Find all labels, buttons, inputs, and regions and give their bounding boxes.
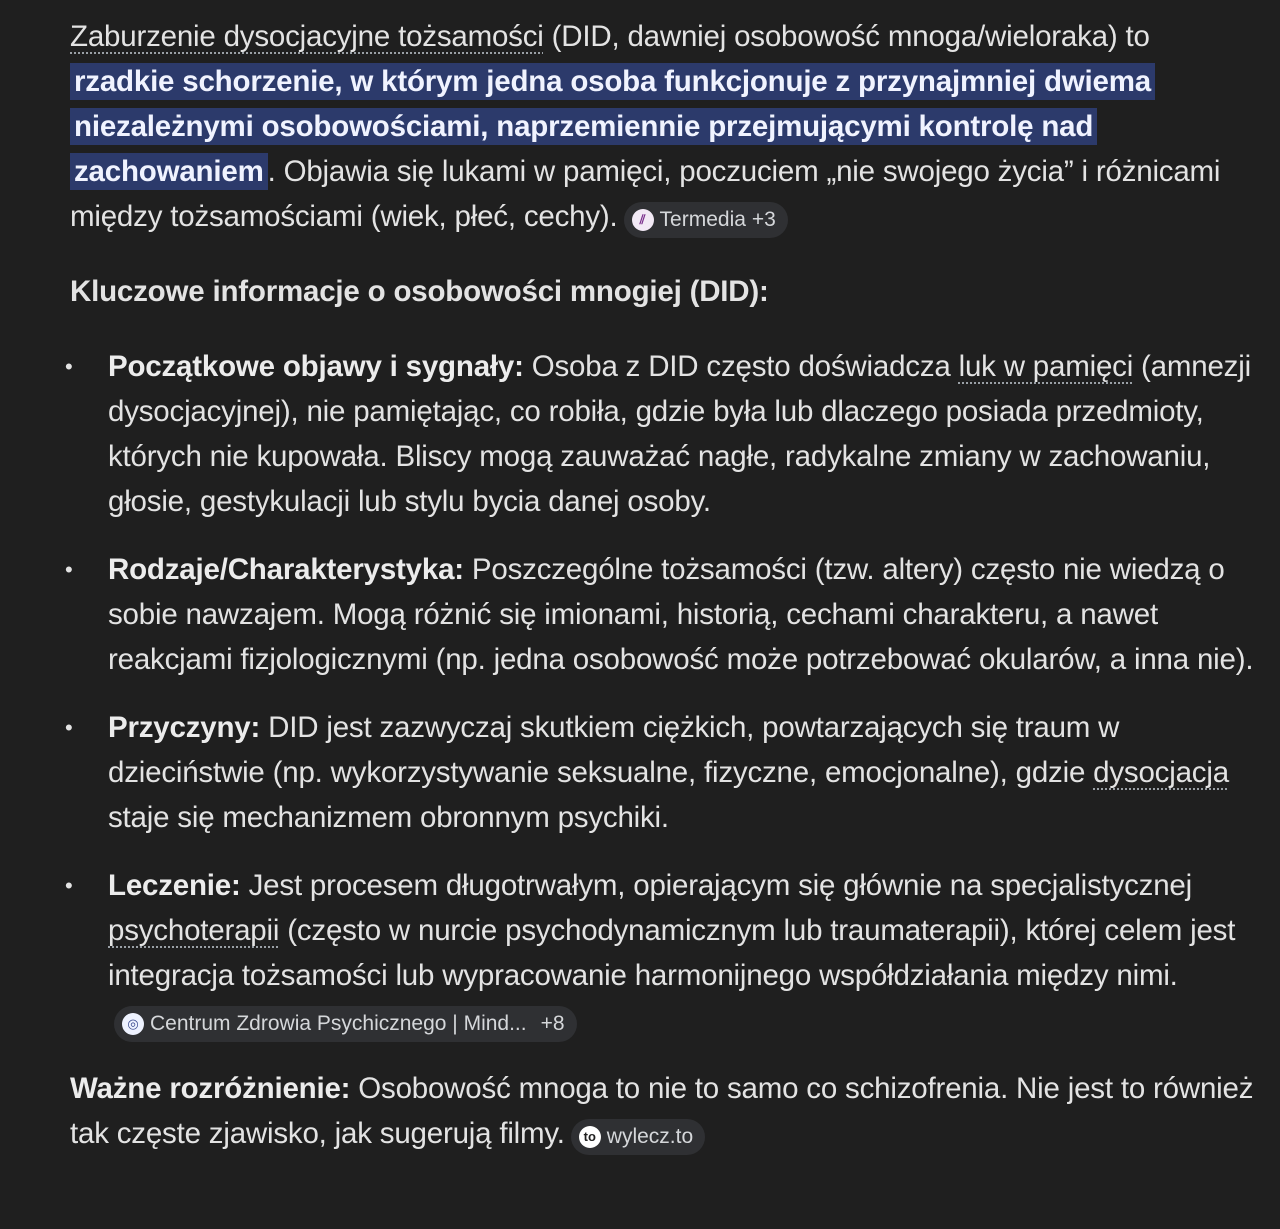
- item-text: Jest procesem długotrwałym, opierającym się głównie na specjalistycznej: [240, 869, 1192, 902]
- wylecz-logo-icon: to: [579, 1126, 601, 1148]
- answer-content: [65, 14, 1260, 1156]
- item-text-continued: (często w nurcie psychodynamicznym lub traumaterapii), której celem jest integracja tożsamości lub wypracowanie harmonijnego współdziałania między nimi.: [108, 914, 1236, 992]
- termedia-icon: ⫽: [632, 209, 654, 231]
- item-title: Rodzaje/Charakterystyka:: [108, 553, 464, 586]
- source-chip-termedia[interactable]: [624, 202, 788, 238]
- key-points-list: [65, 344, 1260, 1043]
- list-item: [65, 547, 1260, 682]
- source-chip-wylecz[interactable]: [571, 1119, 705, 1155]
- term-link-memory-gaps[interactable]: luk w pamięci: [958, 350, 1134, 383]
- source-label: Termedia: [659, 208, 746, 231]
- intro-text: (DID, dawniej osobowość mnoga/wieloraka) to: [543, 20, 1150, 53]
- bullet-icon: •: [65, 354, 73, 379]
- item-title: Leczenie:: [108, 869, 241, 902]
- footer-text: Osobowość mnoga to nie to samo co schizofrenia. Nie jest to również tak częste zjawisko, jak sugerują filmy.: [70, 1072, 1254, 1150]
- term-link-dissociation[interactable]: dysocjacja: [1093, 756, 1229, 789]
- footer-paragraph: [70, 1066, 1260, 1156]
- source-extra-count: +3: [751, 208, 776, 231]
- bullet-icon: •: [65, 873, 73, 898]
- source-extra-count: +8: [540, 1012, 565, 1035]
- source-chip-mind[interactable]: [114, 1006, 577, 1042]
- item-text: Osoba z DID często doświadcza: [523, 350, 959, 383]
- footer-title: Ważne rozróżnienie:: [70, 1072, 351, 1105]
- list-item: [65, 705, 1260, 840]
- item-text: Poszczególne tożsamości (tzw. altery) często nie wiedzą o sobie nawzajem. Mogą różnić się imionami, historią, cechami charakteru, a nawet reakcjami fizjologicznymi (np. jedna osobowość może potrzebować okularów, a inna nie).: [108, 553, 1254, 676]
- source-label: Centrum Zdrowia Psychicznego | Mind...: [150, 1012, 527, 1035]
- highlighted-definition: rzadkie schorzenie, w którym jedna osoba funkcjonuje z przynajmniej dwiema niezależnymi osobowościami, naprzemiennie przejmującymi kontrolę nad zachowaniem: [70, 63, 1155, 190]
- item-text-continued: staje się mechanizmem obronnym psychiki.: [108, 801, 669, 834]
- item-text-continued: (amnezji dysocjacyjnej), nie pamiętając, co robiła, gdzie była lub dlaczego posiada przedmioty, których nie kupowała. Bliscy mogą zauważać nagłe, radykalne zmiany w zachowaniu, głosie, gestykulacji lub stylu bycia danej osoby.: [108, 350, 1251, 518]
- intro-paragraph: [70, 14, 1260, 239]
- term-link-did[interactable]: Zaburzenie dysocjacyjne tożsamości: [70, 20, 544, 53]
- item-title: Przyczyny:: [108, 711, 261, 744]
- brain-icon: ◎: [122, 1013, 144, 1035]
- item-text: DID jest zazwyczaj skutkiem ciężkich, powtarzających się traum w dzieciństwie (np. wykorzystywanie seksualne, fizyczne, emocjonalne), gdzie: [108, 711, 1120, 789]
- list-item: [65, 344, 1260, 524]
- bullet-icon: •: [65, 715, 73, 740]
- term-link-psychotherapy[interactable]: psychoterapii: [108, 914, 280, 947]
- section-heading: Kluczowe informacje o osobowości mnogiej (DID):: [70, 275, 769, 308]
- bullet-icon: •: [65, 557, 73, 582]
- source-label: wylecz.to: [606, 1125, 694, 1148]
- intro-text-continued: . Objawia się lukami w pamięci, poczuciem „nie swojego życia” i różnicami między tożsamościami (wiek, płeć, cechy).: [70, 155, 1221, 233]
- list-item: [65, 863, 1260, 1043]
- item-title: Początkowe objawy i sygnały:: [108, 350, 524, 383]
